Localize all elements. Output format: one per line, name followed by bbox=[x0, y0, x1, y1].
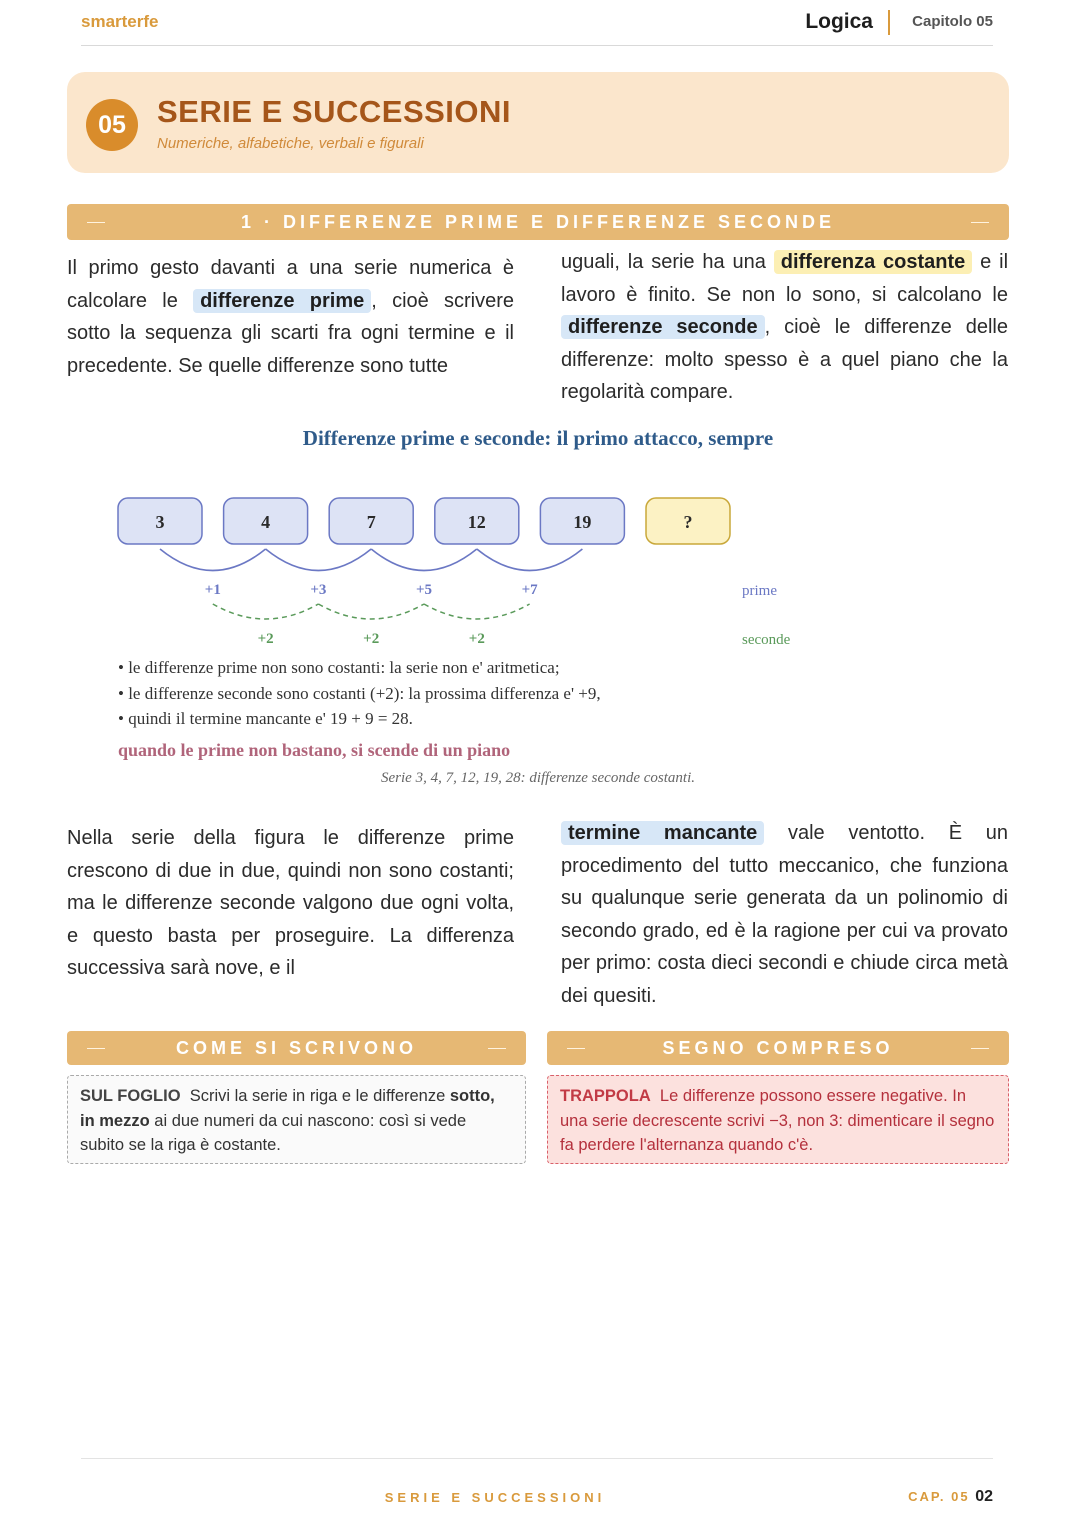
first-difference-label: +1 bbox=[204, 582, 221, 598]
trap-heading-bar bbox=[547, 1031, 1009, 1065]
unknown-term-label: ? bbox=[683, 512, 693, 532]
bullet-item: • le differenze prime non sono costanti: la serie non e' aritmetica; bbox=[118, 658, 560, 677]
paragraph-text: , cioè le differenze delle differenze: molto spesso è a quel piano che la regolarità compare. bbox=[561, 316, 1008, 403]
second-row-label: seconde bbox=[742, 632, 791, 648]
footer-title: SERIE E SUCCESSIONI bbox=[384, 1490, 606, 1505]
bullet-item: • le differenze seconde sono costanti (+2): la prossima differenza e' +9, bbox=[118, 683, 601, 703]
first-difference-label: +7 bbox=[521, 582, 538, 598]
tip-heading-bar bbox=[67, 1031, 526, 1065]
figure-bullets bbox=[118, 655, 601, 732]
figure-caption: Serie 3, 4, 7, 12, 19, 28: differenze seconde costanti. bbox=[381, 770, 695, 786]
second-difference-label: +2 bbox=[363, 631, 380, 647]
term-highlight: differenza costante bbox=[774, 250, 973, 274]
paragraph-right-1 bbox=[561, 246, 1008, 409]
paragraph-text: Il primo gesto davanti a una serie numerica è calcolare le bbox=[67, 257, 514, 312]
term-label: 12 bbox=[467, 512, 486, 532]
subject-title: Logica bbox=[805, 10, 873, 33]
tip-box bbox=[67, 1075, 526, 1164]
paragraph-left-1 bbox=[67, 252, 514, 382]
term-label: 4 bbox=[261, 512, 271, 532]
term-label: 3 bbox=[155, 512, 165, 532]
term-highlight: differenze seconde bbox=[561, 315, 765, 339]
term-label: 19 bbox=[573, 512, 592, 532]
tip-text: ai due numeri da cui nascono: così si vede subito se la riga è costante. bbox=[80, 1111, 467, 1154]
footer-page-info bbox=[908, 1488, 993, 1506]
second-difference-arc bbox=[424, 604, 530, 619]
first-difference-label: +5 bbox=[415, 582, 433, 598]
first-difference-arc bbox=[266, 549, 372, 571]
figure-note: quando le prime non bastano, si scende di un piano bbox=[118, 740, 511, 760]
chapter-title: SERIE E SUCCESSIONI bbox=[157, 94, 512, 129]
page-header bbox=[81, 0, 993, 46]
second-difference-arc bbox=[213, 604, 319, 619]
term-label: 7 bbox=[366, 512, 376, 532]
tip-text: Scrivi la serie in riga e le differenze bbox=[189, 1087, 450, 1105]
tip-bold-text: sotto, in mezzo bbox=[80, 1087, 495, 1130]
paragraph-left-2 bbox=[67, 822, 514, 985]
first-difference-arc bbox=[477, 549, 583, 571]
header-separator bbox=[888, 10, 890, 35]
chapter-number-badge: 05 bbox=[86, 99, 138, 151]
paragraph-text: Nella serie della figura le differenze prime crescono di due in due, quindi non sono costanti; ma le differenze seconde valgono due ogni volta, e questo basta per proseguire. La differenza successiva sarà nove, e il bbox=[67, 827, 514, 979]
footer-divider bbox=[81, 1458, 993, 1459]
section-heading-bar bbox=[67, 204, 1009, 240]
second-difference-arc bbox=[318, 604, 424, 619]
tip-lead: SUL FOGLIO bbox=[80, 1087, 181, 1105]
second-difference-label: +2 bbox=[257, 631, 274, 647]
brand-name: smarterfe bbox=[81, 12, 159, 31]
dash-decoration bbox=[87, 222, 105, 223]
trap-lead: TRAPPOLA bbox=[560, 1087, 651, 1105]
first-difference-arc bbox=[160, 549, 266, 571]
second-difference-label: +2 bbox=[468, 631, 485, 647]
dash-decoration bbox=[87, 1048, 105, 1049]
bullet-item: • quindi il termine mancante e' 19 + 9 = 28. bbox=[118, 709, 413, 728]
term-highlight: termine mancante bbox=[561, 821, 764, 845]
paragraph-text: e il lavoro è finito. Se non lo sono, si calcolano le bbox=[561, 251, 1009, 306]
dash-decoration bbox=[488, 1048, 506, 1049]
dash-decoration bbox=[971, 222, 989, 223]
first-row-label: prime bbox=[742, 583, 777, 599]
dash-decoration bbox=[971, 1048, 989, 1049]
tip-heading: COME SI SCRIVONO bbox=[175, 1037, 418, 1058]
trap-text: Le differenze possono essere negative. In una serie decrescente scrivi −3, non 3: dimenticare il segno fa perdere l'alternanza quando c'è. bbox=[560, 1087, 995, 1154]
paragraph-right-2 bbox=[561, 817, 1008, 1012]
footer-chapter: CAP. 05 bbox=[908, 1489, 970, 1504]
section-heading: 1 · DIFFERENZE PRIME E DIFFERENZE SECONDE bbox=[240, 211, 836, 232]
difference-diagram bbox=[0, 480, 1076, 655]
page-number: 02 bbox=[975, 1488, 993, 1505]
chapter-label: Capitolo 05 bbox=[912, 13, 993, 30]
dash-decoration bbox=[567, 1048, 585, 1049]
paragraph-text: vale ventotto. È un procedimento del tutto meccanico, che funziona su qualunque serie generata da un polinomio di secondo grado, ed è la ragione per cui va provato per primo: costa dieci secondi e chiude circa metà dei quesiti. bbox=[561, 822, 1008, 1007]
chapter-title-box bbox=[67, 72, 1009, 173]
first-difference-label: +3 bbox=[310, 582, 327, 598]
figure-title: Differenze prime e seconde: il primo attacco, sempre bbox=[302, 426, 774, 450]
trap-box bbox=[547, 1075, 1009, 1164]
trap-heading: SEGNO COMPRESO bbox=[662, 1037, 894, 1058]
term-highlight: differenze prime bbox=[193, 289, 371, 313]
paragraph-text: , cioè scrivere sotto la sequenza gli scarti fra ogni termine e il precedente. Se quelle differenze sono tutte bbox=[67, 289, 515, 377]
paragraph-text: uguali, la serie ha una bbox=[561, 251, 774, 273]
first-difference-arc bbox=[371, 549, 477, 571]
chapter-subtitle: Numeriche, alfabetiche, verbali e figurali bbox=[157, 135, 424, 152]
